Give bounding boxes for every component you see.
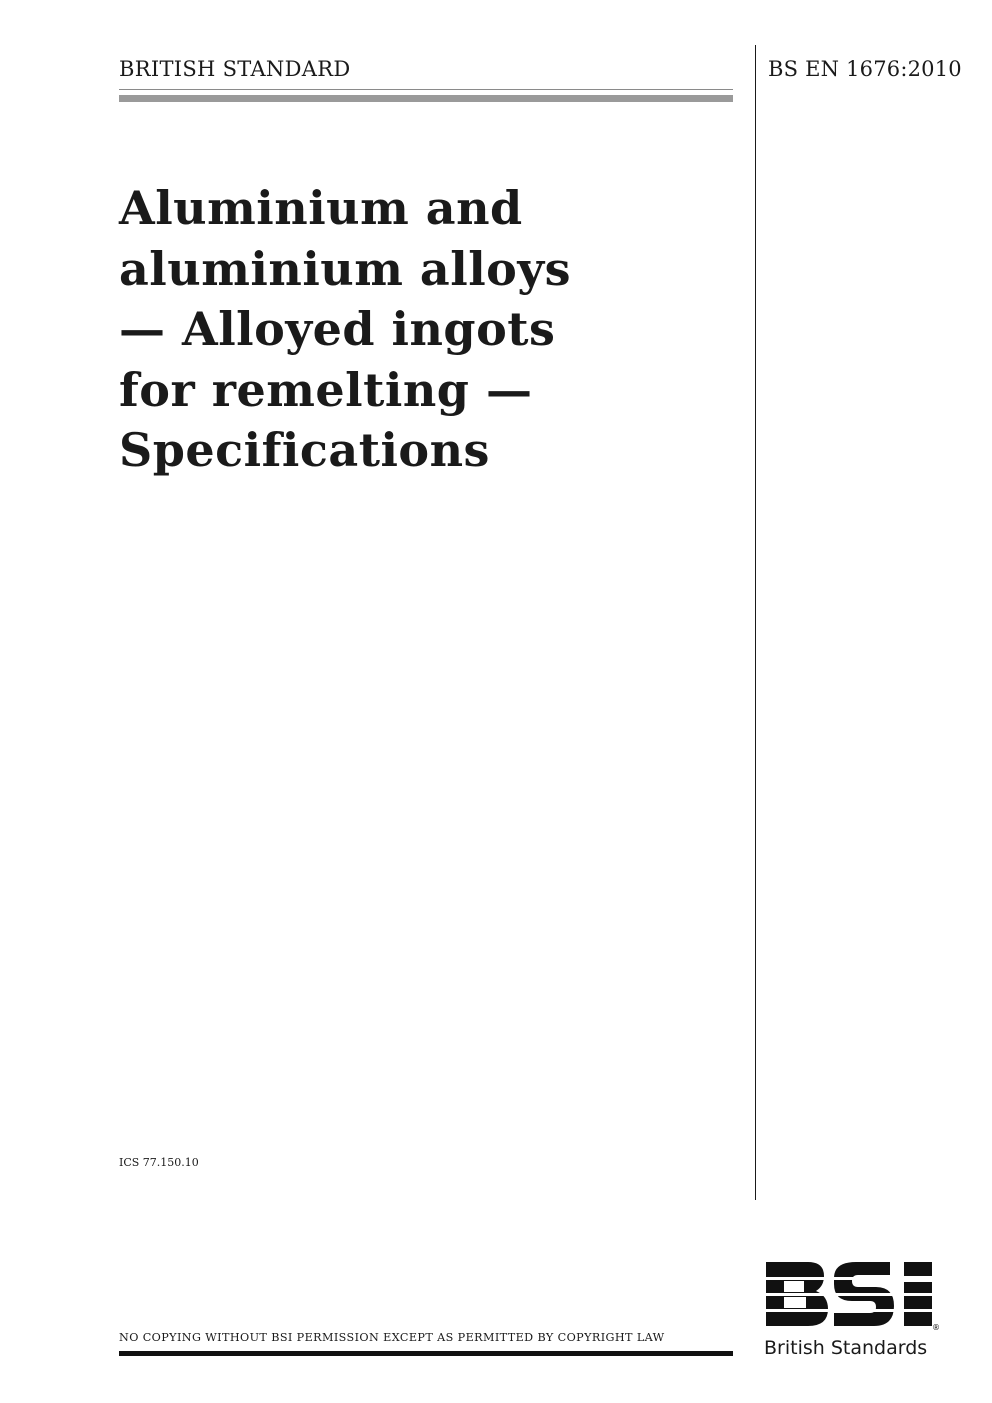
registered-mark: ® xyxy=(932,1323,940,1332)
title-line: Specifications xyxy=(119,423,490,477)
ics-code: ICS 77.150.10 xyxy=(119,1156,199,1169)
series-label: BRITISH STANDARD xyxy=(119,57,351,81)
title-line: Aluminium and xyxy=(119,181,523,235)
column-divider xyxy=(755,45,756,1200)
footer-rule xyxy=(119,1351,733,1356)
header-rule-thin xyxy=(119,89,733,90)
bsi-tagline: British Standards xyxy=(764,1337,928,1359)
title-line: for remelting — xyxy=(119,362,533,417)
bsi-logo-icon xyxy=(764,1260,939,1330)
title-line: aluminium alloys xyxy=(119,241,571,296)
document-title xyxy=(119,178,739,481)
title-line: — Alloyed ingots xyxy=(119,302,556,356)
copyright-notice: NO COPYING WITHOUT BSI PERMISSION EXCEPT AS PERMITTED BY COPYRIGHT LAW xyxy=(119,1331,665,1344)
header-rule-thick xyxy=(119,95,733,102)
standard-number: BS EN 1676:2010 xyxy=(768,57,962,81)
